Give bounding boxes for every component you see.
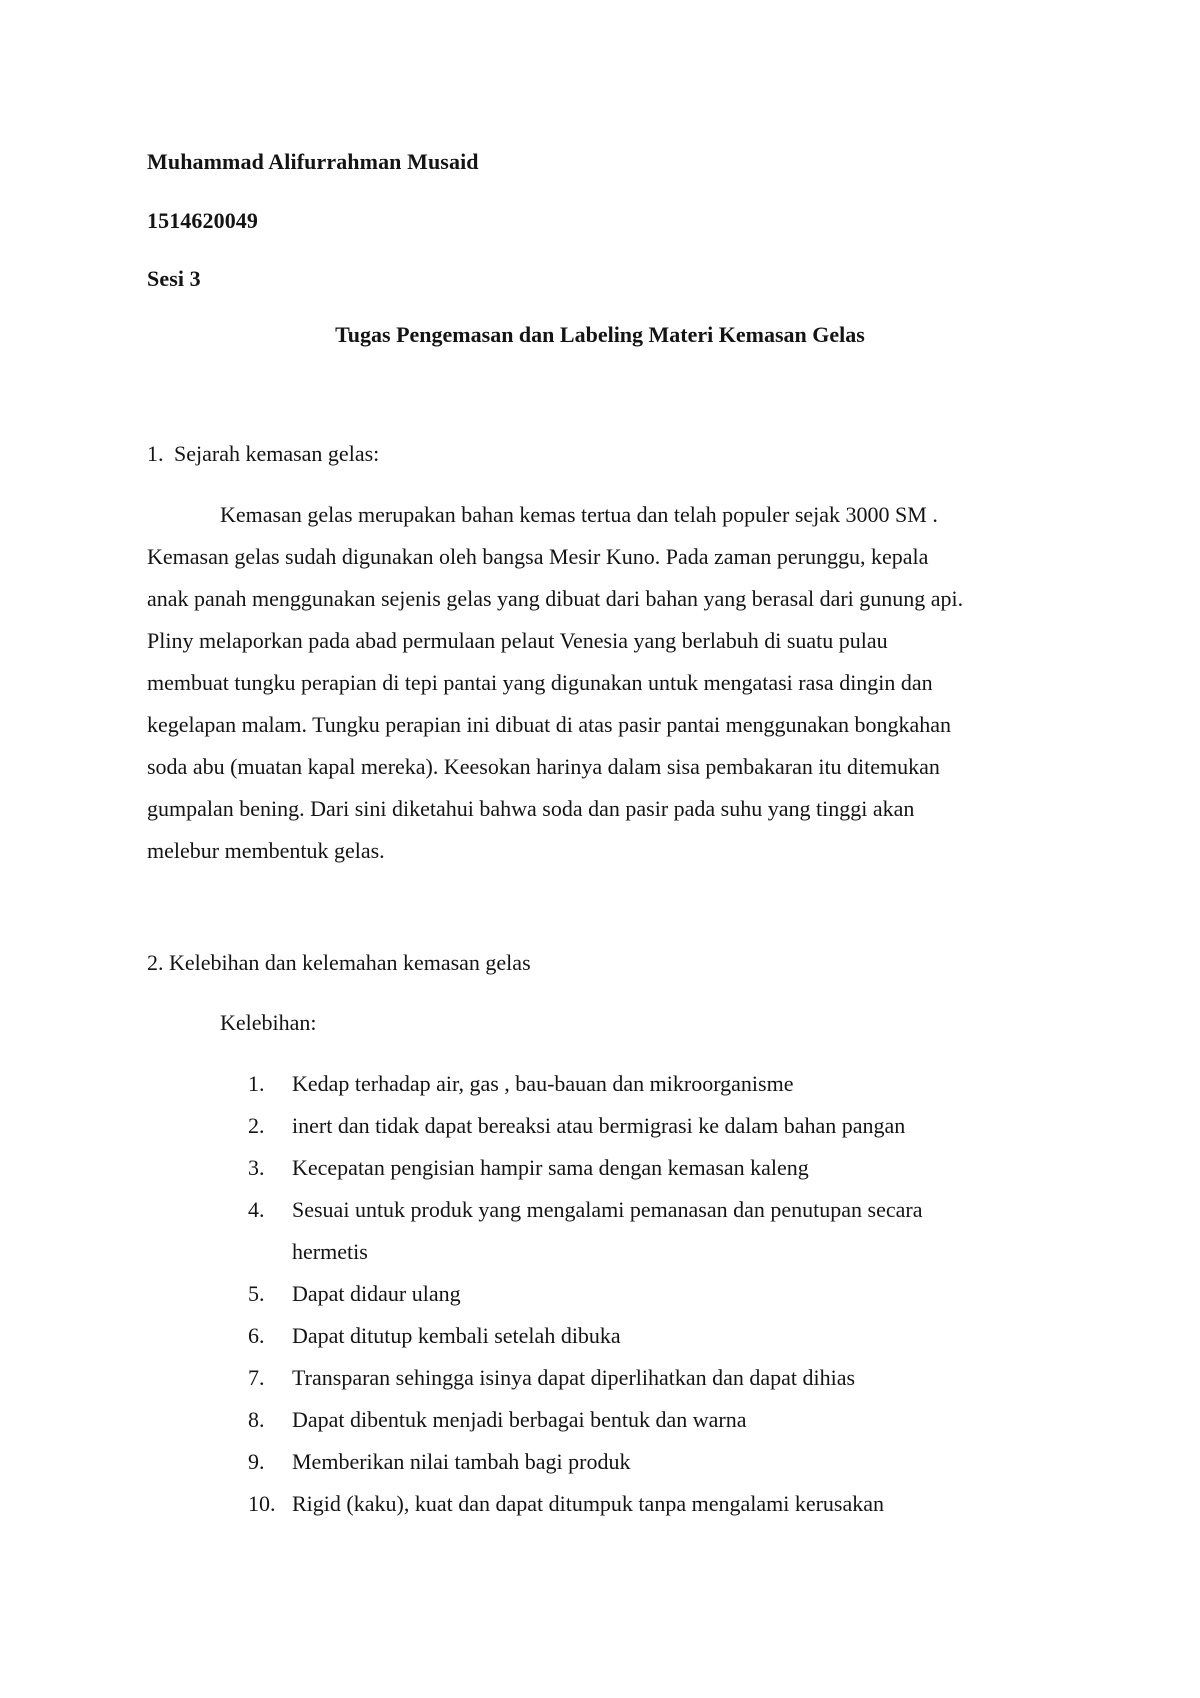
list-item-number: 8. — [248, 1407, 265, 1432]
section-2-heading — [147, 950, 531, 976]
list-item — [248, 1273, 1068, 1315]
paragraph-line: Kemasan gelas sudah digunakan oleh bangsa Mesir Kuno. Pada zaman perunggu, kepala — [147, 544, 929, 569]
list-item-number: 10. — [248, 1491, 276, 1516]
paragraph-line: anak panah menggunakan sejenis gelas yang dibuat dari bahan yang berasal dari gunung api. — [147, 586, 964, 611]
list-item — [248, 1399, 1068, 1441]
list-item-text: Transparan sehingga isinya dapat diperlihatkan dan dapat dihias — [292, 1365, 856, 1390]
paragraph-line: gumpalan bening. Dari sini diketahui bahwa soda dan pasir pada suhu yang tinggi akan — [147, 796, 915, 821]
section-2-heading-text: Kelebihan dan kelemahan kemasan gelas — [169, 950, 531, 975]
list-item — [248, 1105, 1068, 1147]
list-item-number: 3. — [248, 1155, 265, 1180]
list-item-text: Kecepatan pengisian hampir sama dengan kemasan kaleng — [292, 1155, 809, 1180]
list-item — [248, 1441, 1068, 1483]
list-item-number: 2. — [248, 1113, 265, 1138]
list-item-text: Memberikan nilai tambah bagi produk — [292, 1449, 631, 1474]
paragraph-line: Pliny melaporkan pada abad permulaan pelaut Venesia yang berlabuh di suatu pulau — [147, 628, 888, 653]
section-2-number: 2. — [147, 950, 164, 975]
history-paragraph — [147, 494, 1067, 872]
paragraph-line: melebur membentuk gelas. — [147, 838, 385, 863]
advantages-label: Kelebihan: — [220, 1010, 317, 1035]
list-item — [248, 1315, 1068, 1357]
list-item-number: 7. — [248, 1365, 265, 1390]
list-item-text: inert dan tidak dapat bereaksi atau bermigrasi ke dalam bahan pangan — [292, 1113, 906, 1138]
section-1-number: 1. — [147, 441, 164, 466]
list-item-text: Sesuai untuk produk yang mengalami pemanasan dan penutupan secara — [292, 1197, 923, 1222]
list-item — [248, 1483, 1068, 1525]
student-id: 1514620049 — [147, 208, 258, 233]
list-item-number: 6. — [248, 1323, 265, 1348]
paragraph-line: kegelapan malam. Tungku perapian ini dibuat di atas pasir pantai menggunakan bongkahan — [147, 712, 952, 737]
list-item-number: 4. — [248, 1197, 265, 1222]
list-item-number: 1. — [248, 1071, 265, 1096]
list-item-text: Kedap terhadap air, gas , bau-bauan dan mikroorganisme — [292, 1071, 794, 1096]
list-item-text: Rigid (kaku), kuat dan dapat ditumpuk tanpa mengalami kerusakan — [292, 1491, 885, 1516]
session-label: Sesi 3 — [147, 266, 201, 291]
advantages-list — [248, 1063, 1068, 1525]
section-1-heading-text: Sejarah kemasan gelas: — [174, 441, 380, 466]
author-name: Muhammad Alifurrahman Musaid — [147, 149, 479, 174]
list-item-text-continued: hermetis — [292, 1239, 368, 1264]
document-title: Tugas Pengemasan dan Labeling Materi Kemasan Gelas — [335, 322, 865, 347]
section-1-heading — [147, 441, 379, 467]
list-item-text: Dapat dibentuk menjadi berbagai bentuk dan warna — [292, 1407, 747, 1432]
list-item-number: 9. — [248, 1449, 265, 1474]
list-item — [248, 1189, 1068, 1273]
list-item-text: Dapat didaur ulang — [292, 1281, 461, 1306]
paragraph-line: Kemasan gelas merupakan bahan kemas tertua dan telah populer sejak 3000 SM . — [220, 502, 938, 527]
list-item — [248, 1063, 1068, 1105]
list-item — [248, 1357, 1068, 1399]
paragraph-line: soda abu (muatan kapal mereka). Keesokan harinya dalam sisa pembakaran itu ditemukan — [147, 754, 940, 779]
paragraph-line: membuat tungku perapian di tepi pantai yang digunakan untuk mengatasi rasa dingin dan — [147, 670, 933, 695]
list-item — [248, 1147, 1068, 1189]
list-item-text: Dapat ditutup kembali setelah dibuka — [292, 1323, 621, 1348]
list-item-number: 5. — [248, 1281, 265, 1306]
